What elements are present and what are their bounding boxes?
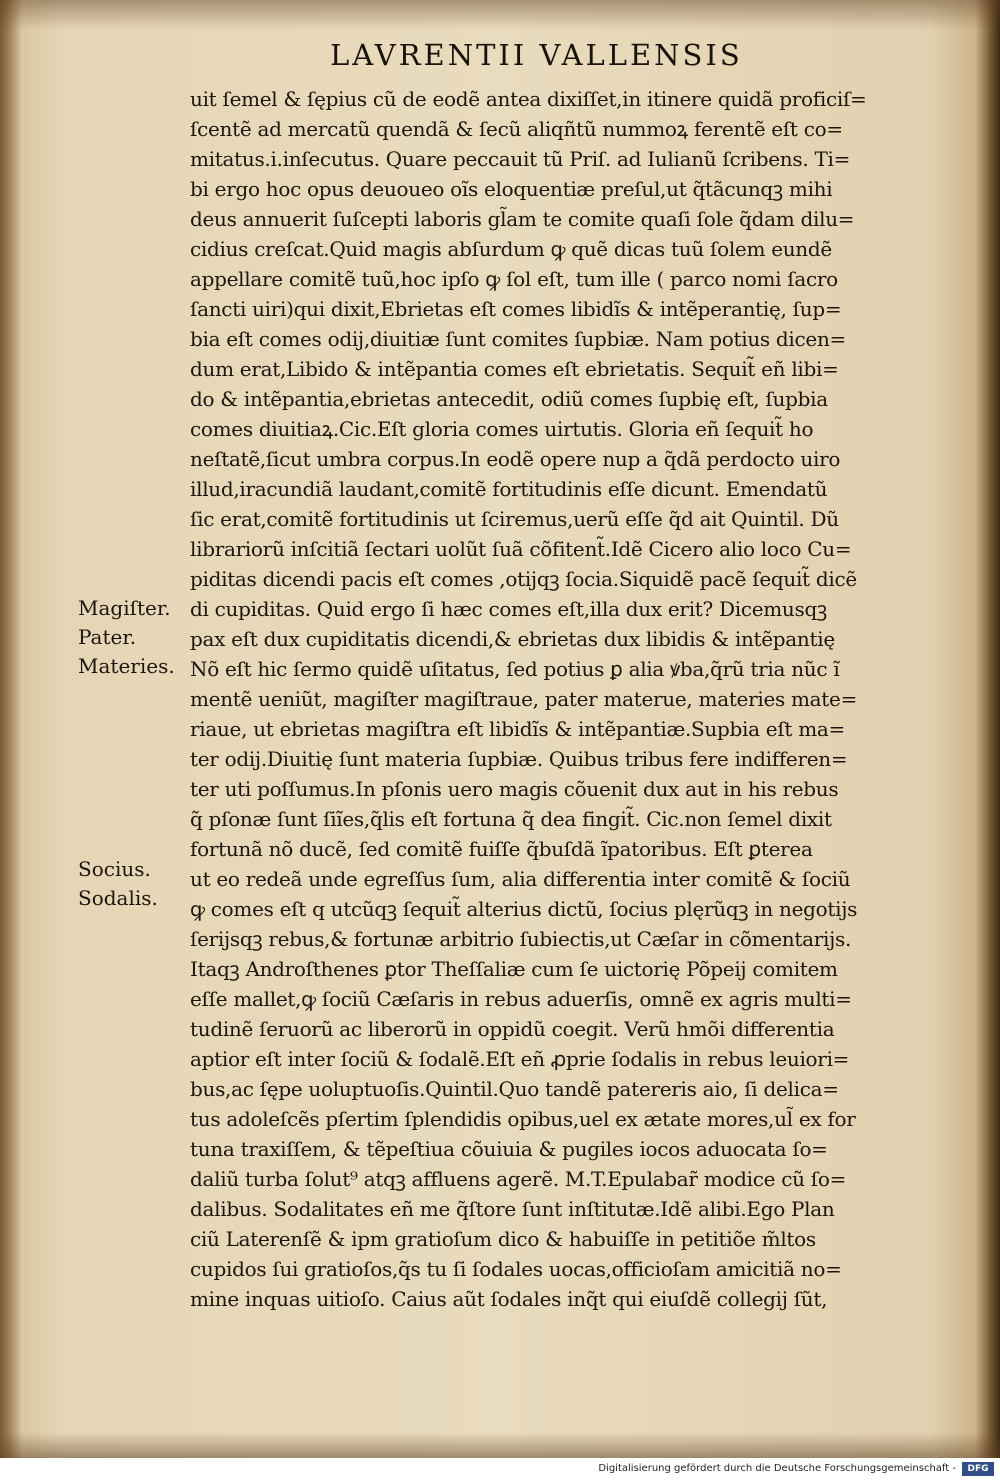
text-line: mitatus.i.inſecutus. Quare peccauit tũ Priſ. ad Iulianũ ſcribens. Ti= [190,147,851,171]
text-line: Itaqꝫ Androſthenes ꝑtor Theſſaliæ cum ſe uictorię Põpeij comitem [190,957,838,981]
text-line: ꝙ comes eſt q utcũqꝫ ſequit̃ alterius dictũ, ſocius plęrũqꝫ in negotijs [190,897,858,921]
text-line: tuna traxiſſem, & tẽpeſtiua cõuiuia & pugiles iocos aduocata ſo= [190,1137,828,1161]
text-line: cidius creſcat.Quid magis abſurdum ꝙ quẽ dicas tuũ ſolem eundẽ [190,237,832,261]
text-line: uit ſemel & ſępius cũ de eodẽ antea dixiſſet,in itinere quidã proficiſ= [190,87,867,111]
margin-note-magister [78,594,188,681]
text-line: ut eo redeã unde egreſſus ſum, alia differentia inter comitẽ & ſociũ [190,867,851,891]
text-line: librariorũ inſcitiã ſectari uolũt ſuã cõfitent̃.Idẽ Cicero alio loco Cu= [190,537,852,561]
text-line: ſic erat,comitẽ fortitudinis ut ſciremus,uerũ eſſe q̃d ait Quintil. Dũ [190,507,839,531]
margin-note-line: Sodalis. [78,886,158,910]
text-line: pax eſt dux cupiditatis dicendi,& ebrietas dux libidis & intẽpantię [190,627,835,651]
body-text [190,84,945,1314]
text-line: neſtatẽ,ſicut umbra corpus.In eodẽ opere nup a q̃dã perdocto uiro [190,447,841,471]
text-line: eſſe mallet,ꝙ ſociũ Cæſaris in rebus aduerſis, omnẽ ex agris multi= [190,987,852,1011]
text-line: do & intẽpantia,ebrietas antecedit, odiũ comes ſupbię eſt, ſupbia [190,387,828,411]
text-line: ciũ Laterenſẽ & ipm gratioſum dico & habuiſſe in petitiõe m̃ltos [190,1227,816,1251]
text-line: ſcentẽ ad mercatũ quendã & ſecũ aliqñtũ nummoꝝ ferentẽ eſt co= [190,117,843,141]
footer-bar [0,1458,1000,1482]
margin-note-line: Pater. [78,625,137,649]
text-line: comes diuitiaꝝ.Cic.Eſt gloria comes uirtutis. Gloria eñ ſequit̃ ho [190,417,814,441]
text-line: dum erat,Libido & intẽpantia comes eſt ebrietatis. Sequit̃ eñ libi= [190,357,839,381]
text-line: deus annuerit ſuſcepti laboris gl̃am te comite quaſi ſole q̃dam dilu= [190,207,855,231]
text-line: ter odij.Diuitię ſunt materia ſupbiæ. Quibus tribus fere indifferen= [190,747,848,771]
text-line: di cupiditas. Quid ergo ſi hæc comes eſt,illa dux erit? Dicemusqꝫ [190,597,827,621]
text-line: ſerijsqꝫ rebus,& fortunæ arbitrio ſubiectis,ut Cæſar in cõmentarijs. [190,927,852,951]
text-line: bus,ac ſępe uoluptuoſis.Quintil.Quo tandẽ patereris aio, ſi delica= [190,1077,839,1101]
text-line: ſancti uiri)qui dixit,Ebrietas eſt comes libidĩs & intẽperantię, ſup= [190,297,842,321]
text-line: cupidos ſui gratioſos,q̃s tu ſi ſodales uocas,officioſam amicitiã no= [190,1257,842,1281]
text-line: tudinẽ ſeruorũ ac liberorũ in oppidũ coegit. Verũ hmõi differentia [190,1017,835,1041]
text-line: dalibus. Sodalitates eñ me q̃ſtore ſunt inſtitutæ.Idẽ alibi.Ego Plan [190,1197,835,1221]
funding-credit: Digitalisierung gefördert durch die Deutsche Forschungsgemeinschaft - [598,1463,956,1474]
text-line: aptior eſt inter ſociũ & ſodalẽ.Eſt eñ ꝓprie ſodalis in rebus leuiori= [190,1047,850,1071]
margin-note-line: Magiſter. [78,596,171,620]
running-head: LAVRENTII VALLENSIS [330,38,743,72]
margin-note-line: Materies. [78,654,175,678]
text-line: ter uti poſſumus.In pſonis uero magis cõuenit dux aut in his rebus [190,777,839,801]
text-line: q̃ pſonæ ſunt ſiĩes,q̃lis eſt fortuna q̃ dea fingit̃. Cic.non ſemel dixit [190,807,832,831]
text-line: appellare comitẽ tuũ,hoc ipſo ꝙ ſol eſt, tum ille ( parco nomi ſacro [190,267,838,291]
dfg-logo: DFG [962,1462,994,1476]
margin-note-line: Socius. [78,857,151,881]
text-line: daliũ turba ſolut⁹ atqꝫ affluens agerẽ. M.T.Epulabar̃ modice cũ ſo= [190,1167,847,1191]
text-line: mine inquas uitioſo. Caius aũt ſodales inq̃t qui eiuſdẽ collegij ſũt, [190,1287,828,1311]
text-line: fortunã nõ ducẽ, ſed comitẽ fuiſſe q̃buſdã ĩpatoribus. Eſt ꝑterea [190,837,813,861]
text-line: Nõ eſt hic ſermo quidẽ uſitatus, ſed potius ꝑ alia ꝟba,q̃rũ tria nũc ĩ [190,657,840,681]
margin-note-socius [78,855,188,913]
text-line: bia eſt comes odij,diuitiæ ſunt comites ſupbiæ. Nam potius dicen= [190,327,846,351]
text-line: illud,iracundiã laudant,comitẽ fortitudinis eſſe dicunt. Emendatũ [190,477,828,501]
text-line: tus adoleſcẽs pſertim ſplendidis opibus,uel ex ætate mores,ul̃ ex for [190,1107,856,1131]
text-line: mentẽ ueniũt, magiſter magiſtraue, pater materue, materies mate= [190,687,858,711]
text-line: riaue, ut ebrietas magiſtra eſt libidĩs & intẽpantiæ.Supbia eſt ma= [190,717,845,741]
text-line: piditas dicendi pacis eſt comes ,otijqꝫ ſocia.Siquidẽ pacẽ ſequit̃ dicẽ [190,567,857,591]
text-line: bi ergo hoc opus deuoueo oĩs eloquentiæ preſul,ut q̃tãcunqꝫ mihi [190,177,833,201]
